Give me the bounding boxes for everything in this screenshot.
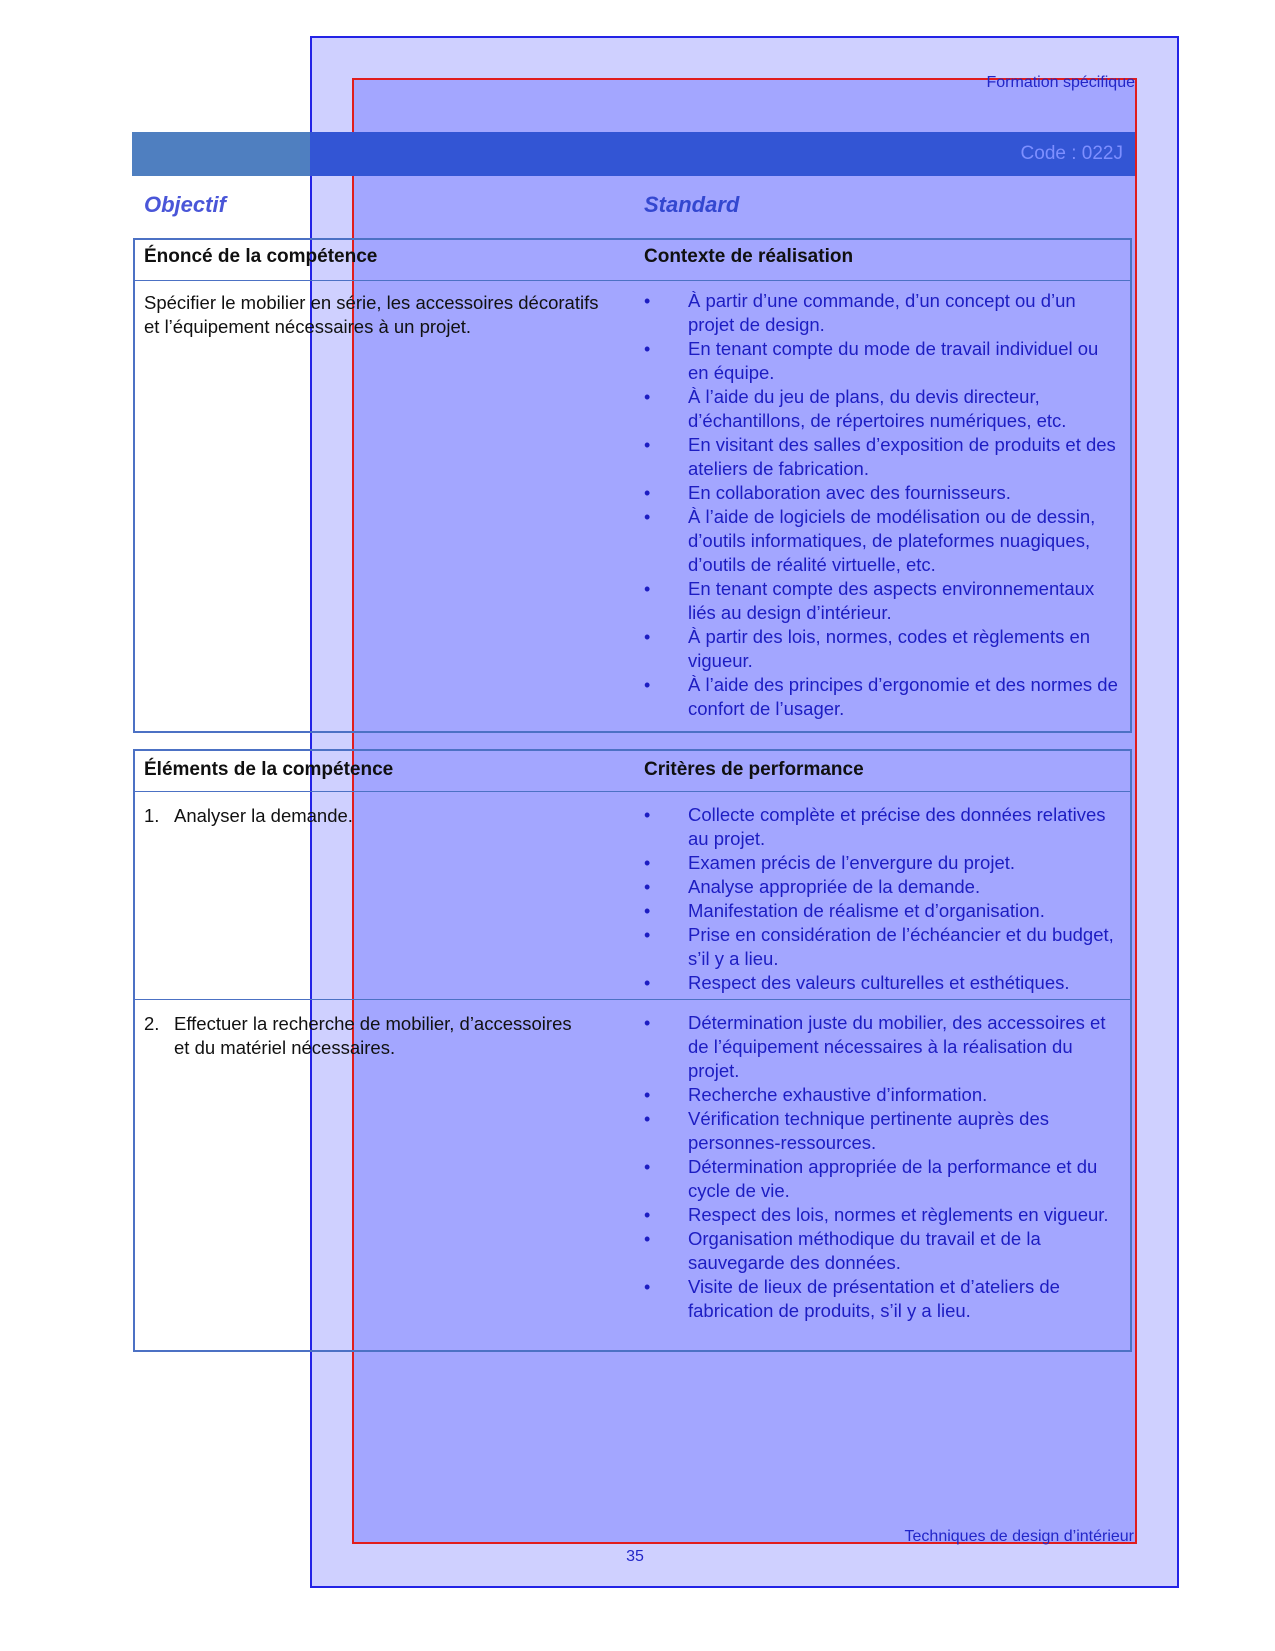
bullet-item: • À partir d’une commande, d’un concept ou d’un projet de design. (644, 289, 1122, 337)
criteria-list-2 (644, 1011, 1122, 1323)
criteres-heading: Critères de performance (644, 759, 864, 780)
bullet-item: • En tenant compte du mode de travail individuel ou en équipe. (644, 337, 1122, 385)
page-number: 35 (626, 1548, 644, 1565)
bullet-item: • Recherche exhaustive d’information. (644, 1083, 1122, 1107)
criteria-list-1 (644, 803, 1122, 995)
enonce-heading: Énoncé de la compétence (144, 246, 378, 267)
bullet-item: • Détermination appropriée de la performance et du cycle de vie. (644, 1155, 1122, 1203)
element-text: Analyser la demande. (174, 805, 353, 826)
standard-title: Standard (644, 192, 740, 217)
contexte-list (644, 289, 1122, 721)
bullet-item: • Collecte complète et précise des données relatives au projet. (644, 803, 1122, 851)
element-1 (144, 804, 584, 828)
banner-left-block (132, 132, 310, 176)
bullet-item: • Visite de lieux de présentation et d’ateliers de fabrication de produits, s’il y a lieu. (644, 1275, 1122, 1323)
competency-statement: Spécifier le mobilier en série, les accessoires décoratifs et l’équipement nécessaires à un projet. (144, 292, 599, 337)
bullet-item: • À l’aide du jeu de plans, du devis directeur, d’échantillons, de répertoires numériques, etc. (644, 385, 1122, 433)
header-label: Formation spécifique (986, 74, 1135, 91)
bullet-item: • Détermination juste du mobilier, des accessoires et de l’équipement nécessaires à la réalisation du projet. (644, 1011, 1122, 1083)
footer-program: Techniques de design d’intérieur (904, 1528, 1134, 1545)
elements-heading: Éléments de la compétence (144, 759, 394, 780)
table-divider (135, 791, 1130, 792)
bullet-item: • En visitant des salles d’exposition de produits et des ateliers de fabrication. (644, 433, 1122, 481)
bullet-item: • À partir des lois, normes, codes et règlements en vigueur. (644, 625, 1122, 673)
row-divider (135, 999, 1130, 1000)
competency-code: Code : 022J (1020, 143, 1123, 164)
bullet-item: • Prise en considération de l’échéancier et du budget, s’il y a lieu. (644, 923, 1122, 971)
element-number: 1. (144, 805, 160, 826)
bullet-item: • Respect des valeurs culturelles et esthétiques. (644, 971, 1122, 995)
contexte-heading: Contexte de réalisation (644, 246, 854, 267)
element-2 (144, 1012, 584, 1060)
bullet-item: • Analyse appropriée de la demande. (644, 875, 1122, 899)
bullet-item: • Respect des lois, normes et règlements en vigueur. (644, 1203, 1122, 1227)
code-banner (132, 132, 1135, 176)
bullet-item: • À l’aide de logiciels de modélisation ou de dessin, d’outils informatiques, de plateformes nuagiques, d’outils de réalité virtuelle, etc. (644, 505, 1122, 577)
bullet-item: • Vérification technique pertinente auprès des personnes-ressources. (644, 1107, 1122, 1155)
element-text: Effectuer la recherche de mobilier, d’accessoires et du matériel nécessaires. (174, 1013, 572, 1058)
bullet-item: • En tenant compte des aspects environnementaux liés au design d’intérieur. (644, 577, 1122, 625)
bullet-item: • À l’aide des principes d’ergonomie et des normes de confort de l’usager. (644, 673, 1122, 721)
bullet-item: • Manifestation de réalisme et d’organisation. (644, 899, 1122, 923)
table-divider (135, 280, 1130, 281)
objectif-title: Objectif (144, 192, 226, 217)
element-number: 2. (144, 1013, 160, 1034)
bullet-item: • Examen précis de l’envergure du projet. (644, 851, 1122, 875)
bullet-item: • En collaboration avec des fournisseurs. (644, 481, 1122, 505)
bullet-item: • Organisation méthodique du travail et de la sauvegarde des données. (644, 1227, 1122, 1275)
